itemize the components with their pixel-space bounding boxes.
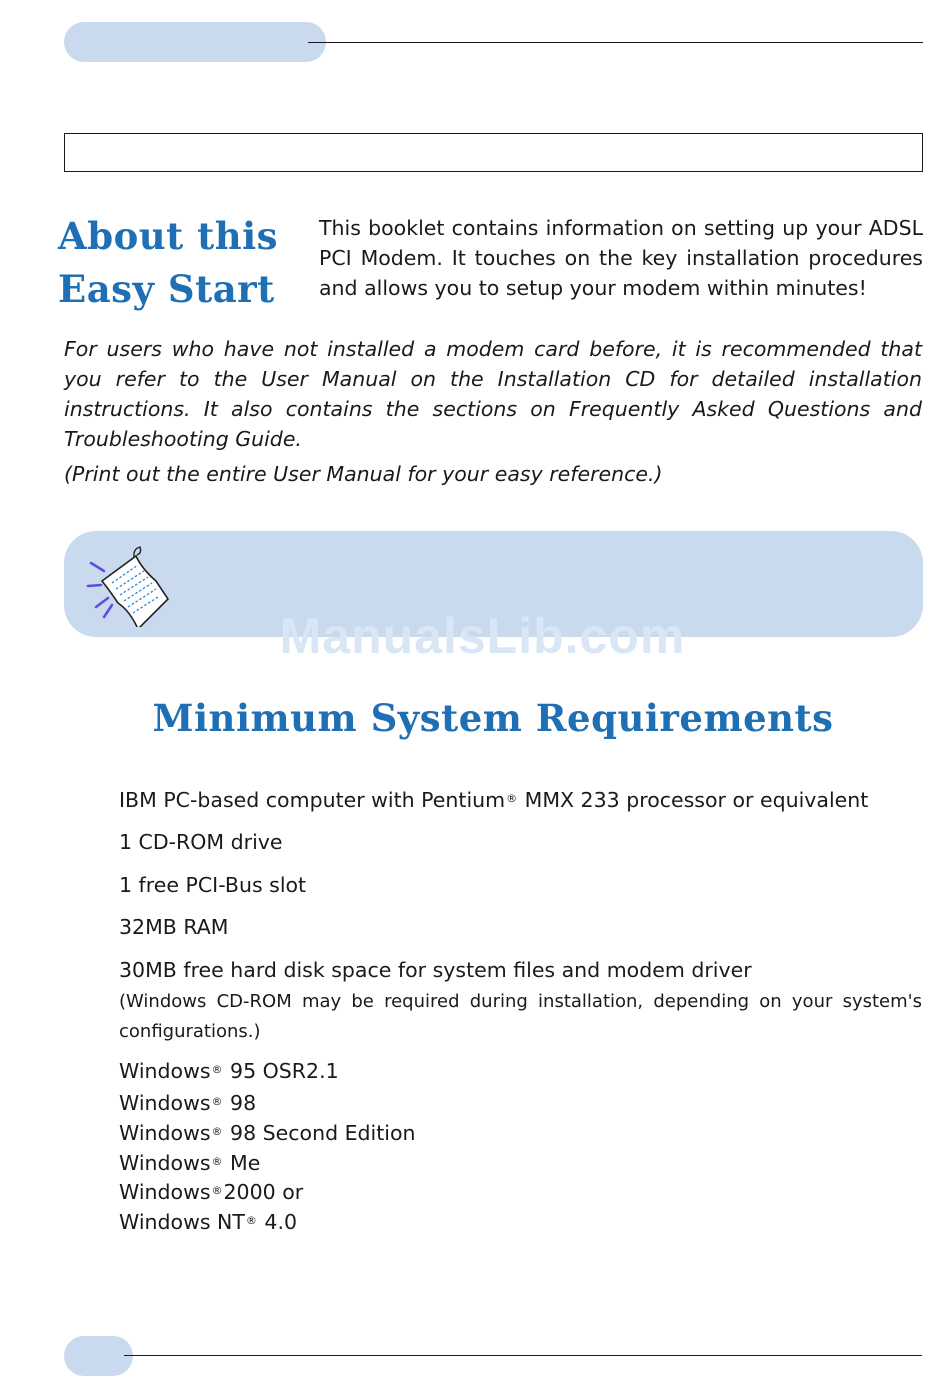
requirement-disk-note: (Windows CD-ROM may be required during installation, depending on your system's configurations.) [119, 991, 922, 1042]
registered-mark: ® [245, 1214, 257, 1227]
os-name: Windows [119, 1180, 211, 1204]
os-item [119, 1057, 339, 1085]
os-item [119, 1178, 303, 1206]
os-version: Me [223, 1151, 261, 1175]
registered-mark: ® [211, 1095, 223, 1108]
footer-tab [64, 1336, 133, 1376]
os-name: Windows [119, 1059, 211, 1083]
about-title-line2: Easy Start [58, 267, 275, 311]
requirement-cdrom: 1 CD-ROM drive [119, 830, 283, 854]
print-note: (Print out the entire User Manual for your easy reference.) [64, 462, 663, 486]
header-tab [64, 22, 326, 62]
registered-mark: ® [211, 1125, 223, 1138]
os-item [119, 1149, 260, 1177]
recommendation-paragraph: For users who have not installed a modem card before, it is recommended that you refer to the User Manual on the Installation CD for detailed installation instructions. It also contains the sections on Frequently Asked Questions and Troubleshooting Guide. [64, 337, 922, 451]
os-version: 98 [223, 1091, 257, 1115]
registered-mark: ® [506, 792, 518, 805]
requirement-pc-after: MMX 233 processor or equivalent [518, 788, 869, 812]
about-title-line1: About this [58, 214, 279, 258]
requirement-disk: 30MB free hard disk space for system files and modem driver [119, 958, 752, 982]
os-name: Windows [119, 1091, 211, 1115]
requirement-pc-before: IBM PC-based computer with Pentium [119, 788, 506, 812]
footer-rule [124, 1355, 922, 1356]
header-rule [308, 42, 923, 43]
os-version: 98 Second Edition [223, 1121, 416, 1145]
registered-mark: ® [211, 1184, 223, 1197]
requirement-ram: 32MB RAM [119, 915, 229, 939]
watermark: ManualsLib.com [279, 608, 686, 664]
os-item [119, 1208, 297, 1236]
os-name: Windows [119, 1121, 211, 1145]
os-item [119, 1089, 256, 1117]
os-version: 4.0 [257, 1210, 298, 1234]
os-version: 95 OSR2.1 [223, 1059, 339, 1083]
os-version: 2000 or [223, 1180, 304, 1204]
requirement-pci-slot: 1 free PCI-Bus slot [119, 873, 307, 897]
os-name: Windows [119, 1151, 211, 1175]
requirements-title: Minimum System Requirements [152, 696, 834, 740]
registered-mark: ® [211, 1063, 223, 1076]
intro-paragraph: This booklet contains information on setting up your ADSL PCI Modem. It touches on the key installation procedures and allows you to setup your modem within minutes! [319, 216, 923, 300]
os-item [119, 1119, 416, 1147]
header-box [64, 133, 923, 172]
requirement-pc [119, 786, 868, 814]
registered-mark: ® [211, 1155, 223, 1168]
about-title [58, 210, 279, 316]
os-name: Windows NT [119, 1210, 245, 1234]
